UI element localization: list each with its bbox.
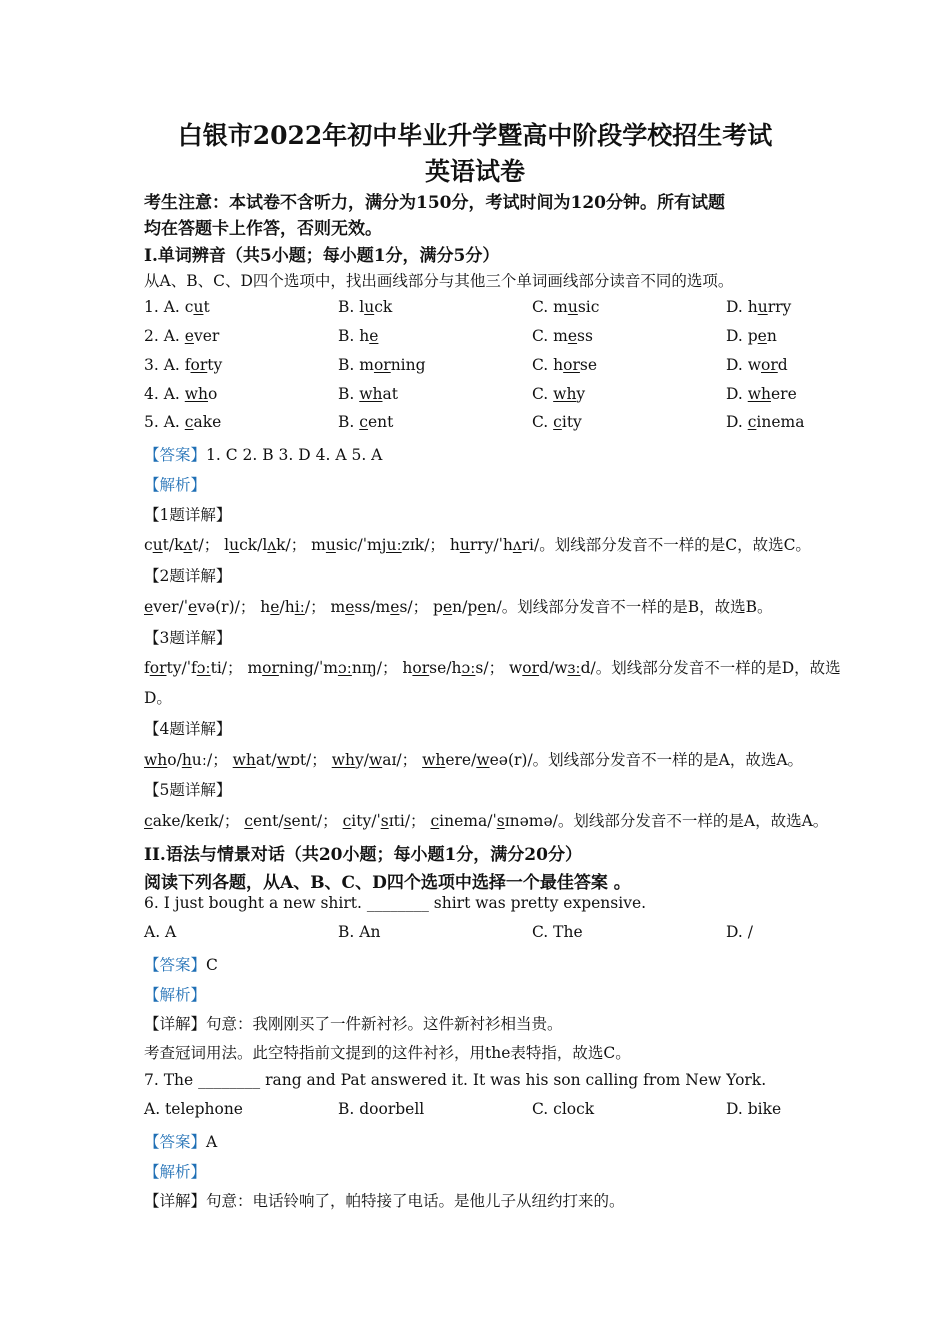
q4-option-a — [144, 385, 217, 403]
option-text: B. m — [338, 356, 374, 374]
q7-detail — [144, 1189, 625, 1211]
detail-text: o/ — [167, 751, 182, 769]
option-text: C. m — [532, 298, 568, 316]
underlined-part: e — [270, 598, 280, 616]
detail-text: ning/ˈm — [278, 659, 338, 677]
option-text: B. — [338, 385, 360, 403]
q1-option-a — [144, 298, 210, 316]
underlined-part: e — [184, 327, 194, 345]
underlined-part: ʌ — [183, 536, 193, 554]
underlined-part: s — [496, 812, 505, 830]
underlined-part: u — [229, 536, 240, 554]
option-text: C. m — [532, 327, 568, 345]
underlined-part: e — [144, 598, 154, 616]
option-text: D. — [726, 413, 748, 431]
detail-body-3-cont: D。 — [144, 689, 172, 707]
underlined-part: w — [276, 751, 290, 769]
option-text: D. p — [726, 327, 758, 345]
detail-text: f — [144, 659, 150, 677]
detail-text: n/p — [452, 598, 478, 616]
q4-option-c — [532, 385, 585, 403]
detail-text: zɪk/； h — [401, 536, 460, 554]
q4-option-d — [726, 385, 797, 403]
option-text: ty — [207, 356, 223, 374]
underlined-part: iː — [294, 598, 305, 616]
option-text: f — [184, 356, 191, 374]
detail-text: rry/ˈh — [469, 536, 513, 554]
q2-option-d — [726, 327, 777, 345]
detail-text: ɪnəmə/。划线部分发音不一样的是A，故选A。 — [504, 812, 829, 830]
q6-explain: 考查冠词用法。此空特指前文提到的这件衬衫，用the表特指，故选C。 — [144, 1044, 631, 1062]
q2-option-a — [144, 327, 219, 345]
q6-stem: 6. I just bought a new shirt. ________ shirt was pretty expensive. — [144, 894, 647, 912]
underlined-part: ʌ — [267, 536, 277, 554]
underlined-part: wh — [747, 385, 771, 403]
underlined-part: u — [567, 298, 578, 316]
underlined-part: or — [412, 659, 430, 677]
q7-analysis-tag: 【解析】 — [144, 1163, 207, 1181]
underlined-part: or — [761, 356, 778, 374]
detail-text: inema/ˈ — [439, 812, 497, 830]
q6-detail-text: 句意：我刚刚买了一件新衬衫。这件新衬衫相当贵。 — [206, 1015, 563, 1033]
underlined-part: e — [345, 598, 355, 616]
underlined-part: wh — [359, 385, 383, 403]
underlined-part: or — [373, 356, 391, 374]
underlined-part: ɜː — [567, 659, 581, 677]
underlined-part: or — [190, 356, 208, 374]
q5-option-c — [532, 413, 582, 431]
underlined-part: ɔː — [196, 659, 211, 677]
underlined-part: c — [184, 413, 194, 431]
detail-body-3 — [144, 656, 841, 678]
q7-detail-text: 句意：电话铃响了，帕特接了电话。是他儿子从纽约打来的。 — [206, 1192, 625, 1210]
detail-text: ake/keɪk/； — [152, 812, 245, 830]
answer-line-1-5 — [144, 443, 382, 465]
section1-instruction: 从A、B、C、D四个选项中，找出画线部分与其他三个单词画线部分读音不同的选项。 — [144, 272, 734, 290]
detail-body-2 — [144, 595, 773, 617]
underlined-part: or — [149, 659, 167, 677]
underlined-part: u — [364, 298, 375, 316]
detail-text: ty/ˈf — [166, 659, 197, 677]
q7-answer — [144, 1130, 217, 1152]
q6-detail — [144, 1012, 563, 1034]
detail-tag: 【详解】 — [144, 1192, 207, 1210]
option-text: C. — [532, 385, 554, 403]
underlined-part: e — [757, 327, 767, 345]
option-label: 5. A. — [144, 413, 185, 431]
detail-text: eə(r)/。划线部分发音不一样的是A，故选A。 — [489, 751, 804, 769]
detail-text: t/k — [162, 536, 184, 554]
detail-text: aɪ/； — [382, 751, 423, 769]
detail-text: /； m — [304, 598, 346, 616]
underlined-part: ʌ — [512, 536, 522, 554]
option-text: y — [576, 385, 586, 403]
detail-text: ere/ — [445, 751, 477, 769]
q6-option-b: B. An — [338, 923, 381, 941]
detail-text: nɪŋ/； h — [351, 659, 413, 677]
option-text: t — [203, 298, 210, 316]
q6-option-d: D. / — [726, 923, 753, 941]
option-text: D. w — [726, 356, 761, 374]
option-text: rry — [767, 298, 792, 316]
underlined-part: u — [193, 298, 204, 316]
option-text: C. — [532, 413, 554, 431]
answer-tag: 【答案】 — [144, 446, 207, 464]
option-text: ning — [390, 356, 426, 374]
underlined-part: c — [553, 413, 562, 431]
detail-text: ri/。划线部分发音不一样的是C，故选C。 — [521, 536, 811, 554]
underlined-part: c — [144, 812, 153, 830]
detail-text: k/； m — [276, 536, 326, 554]
underlined-part: ɔː — [337, 659, 352, 677]
detail-head-2: 【2题详解】 — [144, 567, 232, 585]
option-text: ss — [577, 327, 593, 345]
option-text: d — [777, 356, 788, 374]
q7-option-b: B. doorbell — [338, 1100, 425, 1118]
detail-text: ck/l — [239, 536, 268, 554]
q7-option-c: C. clock — [532, 1100, 595, 1118]
q7-option-d: D. bike — [726, 1100, 782, 1118]
underlined-part: s — [283, 812, 292, 830]
detail-text: ɒt/； — [289, 751, 332, 769]
detail-text: sic/ˈm — [335, 536, 382, 554]
underlined-part: e — [188, 598, 198, 616]
q3-option-a — [144, 356, 222, 374]
underlined-part: wh — [144, 751, 168, 769]
q6-option-c: C. The — [532, 923, 583, 941]
detail-text: se/h — [429, 659, 462, 677]
detail-text: d/。划线部分发音不一样的是D，故选 — [580, 659, 841, 677]
analysis-tag: 【解析】 — [144, 476, 207, 494]
q3-option-c — [532, 356, 597, 374]
exam-subtitle: 英语试卷 — [424, 157, 525, 186]
underlined-part: e — [369, 327, 379, 345]
detail-text: uː/； — [191, 751, 233, 769]
option-label: 4. A. — [144, 385, 185, 403]
option-label: 3. A. — [144, 356, 185, 374]
detail-head-5: 【5题详解】 — [144, 781, 232, 799]
detail-head-3: 【3题详解】 — [144, 629, 232, 647]
underlined-part: h — [181, 751, 192, 769]
option-text: c — [184, 298, 194, 316]
option-text: at — [382, 385, 398, 403]
underlined-part: c — [342, 812, 352, 830]
underlined-part: or — [522, 659, 540, 677]
underlined-part: c — [244, 812, 253, 830]
underlined-part: e — [477, 598, 487, 616]
option-text: C. h — [532, 356, 564, 374]
q2-option-b — [338, 327, 378, 345]
detail-text: ity/ˈ — [351, 812, 381, 830]
underlined-part: juː — [381, 536, 402, 554]
underlined-part: or — [262, 659, 279, 677]
underlined-part: wh — [331, 751, 355, 769]
q1-option-c — [532, 298, 599, 316]
detail-text: n/。划线部分发音不一样的是B，故选B。 — [486, 598, 773, 616]
option-text: ere — [770, 385, 797, 403]
q4-option-b — [338, 385, 398, 403]
detail-text: və(r)/； h — [197, 598, 271, 616]
detail-text: /h — [279, 598, 295, 616]
underlined-part: ɔː — [461, 659, 476, 677]
option-label: 2. A. — [144, 327, 185, 345]
detail-text: at/ — [255, 751, 277, 769]
q7-answer-value: A — [206, 1133, 218, 1151]
option-text: B. h — [338, 327, 370, 345]
underlined-part: c — [430, 812, 440, 830]
exam-title: 白银市2022年初中毕业升学暨高中阶段学校招生考试 — [177, 121, 773, 150]
underlined-part: u — [459, 536, 470, 554]
option-text: o — [208, 385, 218, 403]
q7-option-a: A. telephone — [144, 1100, 243, 1118]
q3-option-d — [726, 356, 788, 374]
q5-option-d — [726, 413, 804, 431]
detail-text: d/w — [539, 659, 568, 677]
q3-option-b — [338, 356, 426, 374]
option-text: n — [766, 327, 777, 345]
section2-instruction: 阅读下列各题，从A、B、C、D四个选项中选择一个最佳答案 。 — [144, 873, 631, 893]
q6-option-a: A. A — [144, 923, 177, 941]
underlined-part: e — [442, 598, 453, 616]
section2-heading: II.语法与情景对话（共20小题；每小题1分，满分20分） — [144, 845, 582, 865]
underlined-part: e — [390, 598, 400, 616]
underlined-part: c — [747, 413, 757, 431]
detail-text: y/ — [354, 751, 369, 769]
underlined-part: u — [152, 536, 163, 554]
detail-tag: 【详解】 — [144, 1015, 207, 1033]
detail-text: s/； w — [475, 659, 523, 677]
detail-text: ent/ — [252, 812, 284, 830]
underlined-part: wh — [232, 751, 256, 769]
option-text: ver — [193, 327, 220, 345]
answer-text: 1. C 2. B 3. D 4. A 5. A — [206, 446, 383, 464]
q5-option-a — [144, 413, 221, 431]
underlined-part: w — [368, 751, 383, 769]
answer-tag: 【答案】 — [144, 956, 207, 974]
q7-stem: 7. The ________ rang and Pat answered it. It was his son calling from New York. — [144, 1071, 767, 1089]
underlined-part: or — [563, 356, 580, 374]
detail-head-1: 【1题详解】 — [144, 506, 232, 524]
answer-tag: 【答案】 — [144, 1133, 207, 1151]
option-text: ent — [367, 413, 394, 431]
q6-answer — [144, 953, 218, 975]
option-text: D. — [726, 385, 748, 403]
detail-text: t/； l — [192, 536, 230, 554]
detail-body-5 — [144, 809, 828, 831]
option-text: B. — [338, 413, 360, 431]
q6-answer-value: C — [206, 956, 218, 974]
underlined-part: wh — [422, 751, 446, 769]
notice-line-2: 均在答题卡上作答，否则无效。 — [144, 219, 382, 239]
option-text: ity — [561, 413, 582, 431]
option-text: D. h — [726, 298, 758, 316]
notice-line-1: 考生注意：本试卷不含听力，满分为150分，考试时间为120分钟。所有试题 — [144, 193, 725, 213]
q2-option-c — [532, 327, 593, 345]
section1-heading: I.单词辨音（共5小题；每小题1分，满分5分） — [144, 246, 500, 266]
underlined-part: s — [380, 812, 389, 830]
option-label: 1. A. — [144, 298, 185, 316]
option-text: sic — [577, 298, 600, 316]
option-text: B. l — [338, 298, 365, 316]
detail-text: ss/m — [354, 598, 391, 616]
detail-head-4: 【4题详解】 — [144, 720, 232, 738]
underlined-part: u — [757, 298, 768, 316]
q1-option-d — [726, 298, 791, 316]
q6-analysis-tag: 【解析】 — [144, 986, 207, 1004]
option-text: ake — [193, 413, 222, 431]
underlined-part: u — [325, 536, 336, 554]
detail-text: ver/ˈ — [153, 598, 189, 616]
underlined-part: w — [476, 751, 490, 769]
q1-option-b — [338, 298, 392, 316]
detail-text: c — [144, 536, 153, 554]
detail-text: ti/； m — [210, 659, 263, 677]
option-text: inema — [756, 413, 805, 431]
underlined-part: e — [567, 327, 578, 345]
q5-option-b — [338, 413, 393, 431]
detail-text: ent/； — [291, 812, 343, 830]
underlined-part: wh — [553, 385, 577, 403]
option-text: ck — [374, 298, 393, 316]
detail-text: ɪti/； — [388, 812, 431, 830]
detail-text: s/； p — [399, 598, 443, 616]
detail-body-1 — [144, 533, 811, 555]
underlined-part: c — [359, 413, 368, 431]
option-text: se — [579, 356, 598, 374]
underlined-part: wh — [184, 385, 209, 403]
detail-body-4 — [144, 748, 803, 770]
